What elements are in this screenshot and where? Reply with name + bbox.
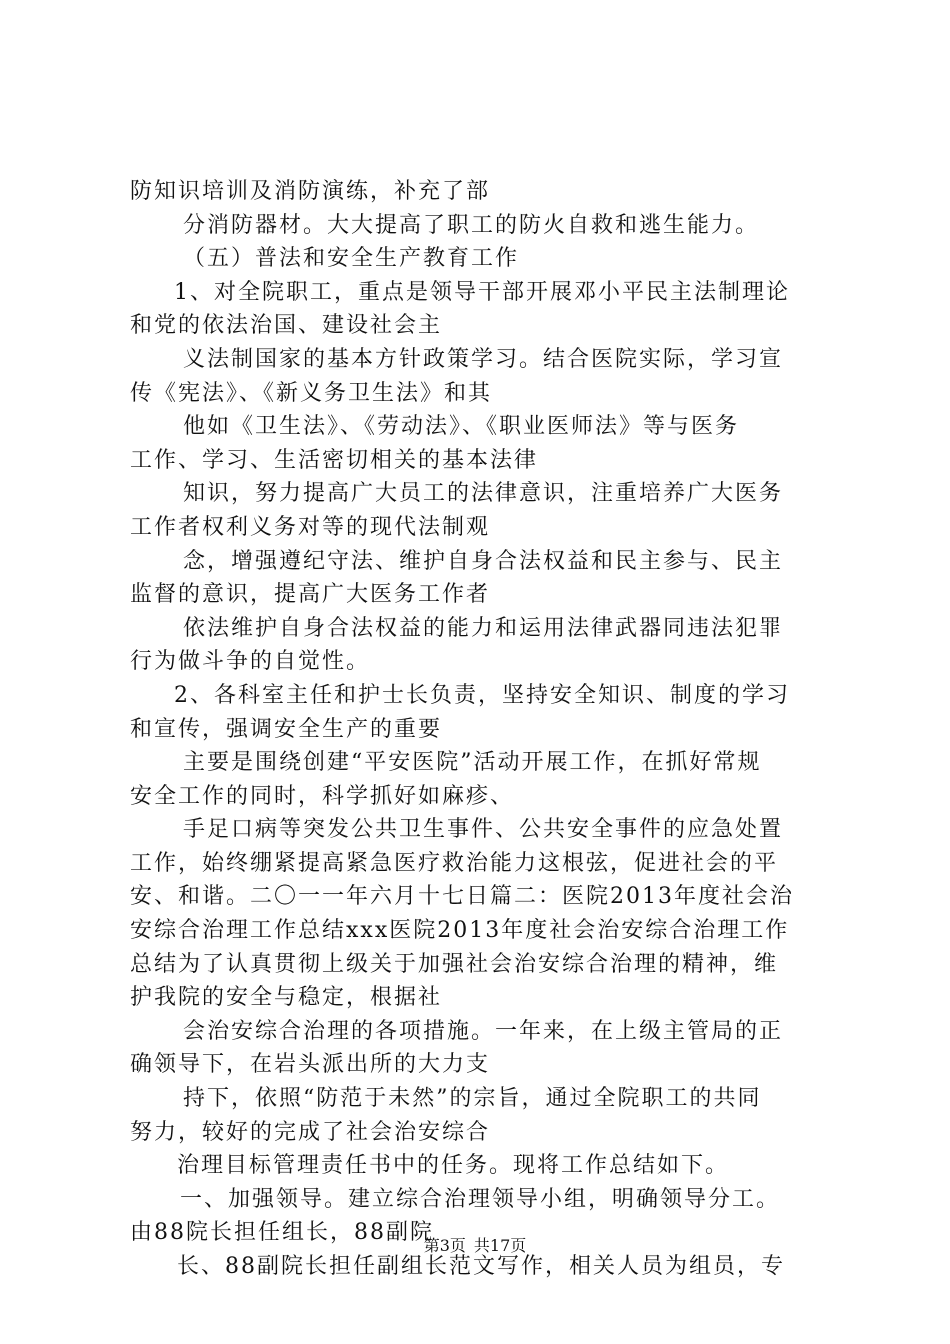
page-total: 共17页 [473, 1236, 527, 1255]
text-line: 持下，依照“防范于未然”的宗旨，通过全院职工的共同 [183, 1086, 762, 1112]
text-line: 安全工作的同时，科学抓好如麻疹、 [130, 783, 515, 809]
text-line: 安、和谐。二〇一一年六月十七日篇二：医院2013年度社会治 [130, 884, 794, 910]
text-line: 义法制国家的基本方针政策学习。结合医院实际，学习宣 [183, 346, 784, 372]
text-line: 防知识培训及消防演练，补充了部 [130, 179, 491, 204]
text-line: 治理目标管理责任书中的任务。现将工作总结如下。 [177, 1153, 730, 1179]
text-line: 会治安综合治理的各项措施。一年来，在上级主管局的正 [183, 1018, 784, 1044]
text-line: 监督的意识，提高广大医务工作者 [130, 582, 491, 608]
text-line: 工作者权利义务对等的现代法制观 [130, 514, 491, 540]
text-line: 和宣传，强调安全生产的重要 [130, 716, 443, 742]
text-line: 确领导下，在岩头派出所的大力支 [130, 1052, 491, 1078]
text-line: 主要是围绕创建“平安医院”活动开展工作，在抓好常规 [183, 750, 762, 776]
text-line: 由88院长担任组长，88副院 [130, 1220, 434, 1246]
text-line: 知识，努力提高广大员工的法律意识，注重培养广大医务 [183, 481, 784, 507]
text-line: 1、对全院职工，重点是领导干部开展邓小平民主法制理论 [174, 279, 790, 305]
text-line: 手足口病等突发公共卫生事件、公共安全事件的应急处置 [183, 817, 784, 843]
text-line: 工作、学习、生活密切相关的基本法律 [130, 447, 539, 473]
text-line: 传《宪法》、《新义务卫生法》和其 [130, 380, 493, 406]
text-line: 安综合治理工作总结xxx医院2013年度社会治安综合治理工作 [130, 918, 790, 944]
page-number: 第3页 [423, 1236, 466, 1255]
text-line: 努力，较好的完成了社会治安综合 [130, 1119, 491, 1145]
text-line: 2、各科室主任和护士长负责，坚持安全知识、制度的学习 [174, 682, 790, 708]
text-line: 总结为了认真贯彻上级关于加强社会治安综合治理的精神，维 [130, 951, 779, 977]
text-line: 一、加强领导。建立综合治理领导小组，明确领导分工。 [180, 1186, 781, 1212]
text-line: 他如《卫生法》、《劳动法》、《职业医师法》等与医务 [183, 414, 740, 440]
page-footer [0, 1236, 950, 1256]
text-line: 护我院的安全与稳定，根据社 [130, 985, 443, 1011]
text-line: 行为做斗争的自觉性。 [130, 649, 371, 675]
text-line: 分消防器材。大大提高了职工的防火自救和逃生能力。 [183, 212, 760, 238]
text-line: 念，增强遵纪守法、维护自身合法权益和民主参与、民主 [183, 548, 784, 574]
text-line: 依法维护自身合法权益的能力和运用法律武器同违法犯罪 [183, 615, 784, 641]
body-text [130, 175, 830, 1284]
text-line: 长、88副院长担任副组长范文写作，相关人员为组员，专 [177, 1254, 785, 1279]
text-line: 和党的依法治国、建设社会主 [130, 313, 443, 339]
text-line: 工作，始终绷紧提高紧急医疗救治能力这根弦，促进社会的平 [130, 850, 779, 876]
text-line: （五）普法和安全生产教育工作 [183, 246, 520, 272]
